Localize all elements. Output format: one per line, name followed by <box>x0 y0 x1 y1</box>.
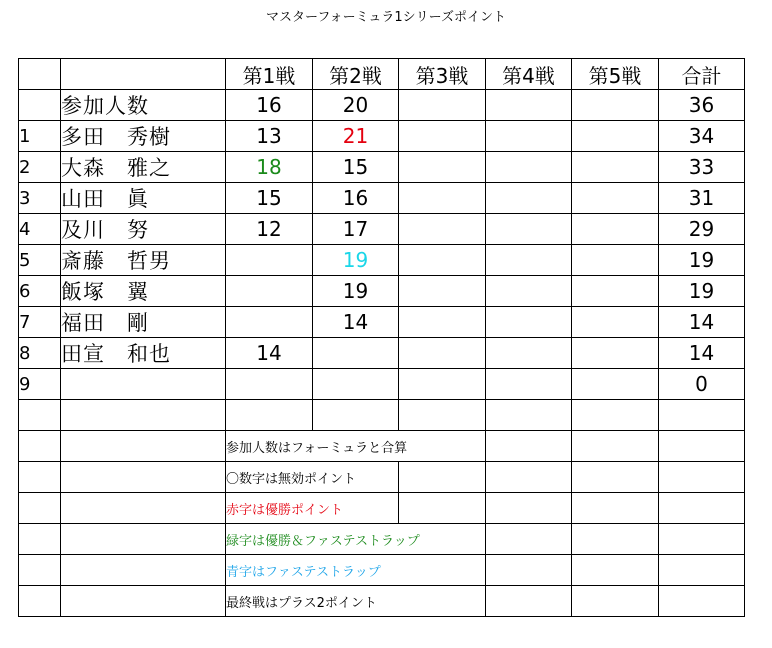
round-3-points <box>399 276 486 307</box>
header-round-5: 第5戦 <box>572 59 659 90</box>
blank-row <box>19 400 745 431</box>
table-row <box>19 152 745 183</box>
round-1-points <box>226 276 313 307</box>
blank-cell <box>61 493 226 524</box>
legend-note-fastest: 青字はファステストラップ <box>226 555 486 586</box>
driver-name: 大森 雅之 <box>61 152 226 183</box>
participants-round-4 <box>486 90 572 121</box>
blank-cell <box>19 493 61 524</box>
table-row <box>19 245 745 276</box>
blank-cell <box>61 462 226 493</box>
legend-note-win: 赤字は優勝ポイント <box>226 493 399 524</box>
round-5-points <box>572 307 659 338</box>
round-2-points: 14 <box>313 307 399 338</box>
round-2-points: 19 <box>313 245 399 276</box>
participants-round-2: 20 <box>313 90 399 121</box>
table-row <box>19 121 745 152</box>
driver-rank: 3 <box>19 183 61 214</box>
blank-cell <box>572 493 659 524</box>
table-row <box>19 369 745 400</box>
round-2-points <box>313 369 399 400</box>
blank-cell <box>486 400 572 431</box>
round-5-points <box>572 338 659 369</box>
header-total: 合計 <box>659 59 745 90</box>
blank-cell <box>61 586 226 617</box>
table-row <box>19 276 745 307</box>
driver-rank: 8 <box>19 338 61 369</box>
round-3-points <box>399 121 486 152</box>
table-row <box>19 214 745 245</box>
blank-cell <box>61 524 226 555</box>
driver-name: 飯塚 翼 <box>61 276 226 307</box>
blank-cell <box>659 462 745 493</box>
participants-no-cell <box>19 90 61 121</box>
round-3-points <box>399 369 486 400</box>
driver-rank: 2 <box>19 152 61 183</box>
participants-round-3 <box>399 90 486 121</box>
blank-cell <box>486 586 572 617</box>
blank-cell <box>486 524 572 555</box>
legend-note-win-fastest: 緑字は優勝＆ファステストラップ <box>226 524 486 555</box>
blank-cell <box>19 555 61 586</box>
blank-cell <box>486 493 572 524</box>
blank-cell <box>19 462 61 493</box>
round-2-points: 21 <box>313 121 399 152</box>
blank-cell <box>572 462 659 493</box>
header-row <box>19 59 745 90</box>
driver-name: 多田 秀樹 <box>61 121 226 152</box>
round-4-points <box>486 121 572 152</box>
driver-rank: 5 <box>19 245 61 276</box>
driver-rank: 4 <box>19 214 61 245</box>
header-round-4: 第4戦 <box>486 59 572 90</box>
round-4-points <box>486 245 572 276</box>
blank-cell <box>659 555 745 586</box>
driver-name: 及川 努 <box>61 214 226 245</box>
note-row <box>19 462 745 493</box>
round-3-points <box>399 245 486 276</box>
total-points: 14 <box>659 307 745 338</box>
blank-cell <box>572 524 659 555</box>
note-row <box>19 431 745 462</box>
driver-name <box>61 369 226 400</box>
blank-cell <box>572 431 659 462</box>
table-row <box>19 338 745 369</box>
blank-cell <box>486 431 572 462</box>
round-1-points <box>226 307 313 338</box>
blank-cell <box>659 524 745 555</box>
round-2-points: 17 <box>313 214 399 245</box>
driver-rank: 6 <box>19 276 61 307</box>
blank-cell <box>399 400 486 431</box>
total-points: 14 <box>659 338 745 369</box>
total-points: 29 <box>659 214 745 245</box>
note-row <box>19 586 745 617</box>
driver-name: 斎藤 哲男 <box>61 245 226 276</box>
driver-rank: 7 <box>19 307 61 338</box>
blank-cell <box>61 431 226 462</box>
driver-rank: 9 <box>19 369 61 400</box>
total-points: 19 <box>659 245 745 276</box>
round-1-points: 18 <box>226 152 313 183</box>
total-points: 19 <box>659 276 745 307</box>
round-3-points <box>399 183 486 214</box>
round-3-points <box>399 338 486 369</box>
blank-cell <box>19 586 61 617</box>
note-row <box>19 524 745 555</box>
participants-round-5 <box>572 90 659 121</box>
total-points: 33 <box>659 152 745 183</box>
round-2-points: 19 <box>313 276 399 307</box>
participants-row <box>19 90 745 121</box>
round-1-points: 15 <box>226 183 313 214</box>
round-3-points <box>399 307 486 338</box>
blank-cell <box>19 524 61 555</box>
round-5-points <box>572 152 659 183</box>
participants-total: 36 <box>659 90 745 121</box>
blank-cell <box>486 462 572 493</box>
blank-cell <box>399 493 486 524</box>
table-row <box>19 183 745 214</box>
blank-cell <box>399 462 486 493</box>
legend-note-final-bonus: 最終戦はプラス2ポイント <box>226 586 486 617</box>
driver-name: 山田 眞 <box>61 183 226 214</box>
round-1-points: 14 <box>226 338 313 369</box>
header-round-2: 第2戦 <box>313 59 399 90</box>
round-1-points <box>226 245 313 276</box>
blank-cell <box>19 431 61 462</box>
round-4-points <box>486 338 572 369</box>
blank-cell <box>61 555 226 586</box>
legend-note-participants: 参加人数はフォーミュラと合算 <box>226 431 486 462</box>
blank-cell <box>572 400 659 431</box>
blank-cell <box>659 493 745 524</box>
blank-cell <box>313 400 399 431</box>
note-row <box>19 555 745 586</box>
points-table <box>18 58 745 617</box>
header-round-3: 第3戦 <box>399 59 486 90</box>
blank-cell <box>572 586 659 617</box>
total-points: 0 <box>659 369 745 400</box>
round-5-points <box>572 121 659 152</box>
round-5-points <box>572 183 659 214</box>
round-2-points <box>313 338 399 369</box>
driver-name: 福田 剛 <box>61 307 226 338</box>
driver-name: 田宣 和也 <box>61 338 226 369</box>
blank-cell <box>19 400 61 431</box>
round-3-points <box>399 214 486 245</box>
round-4-points <box>486 152 572 183</box>
page-title: マスターフォーミュラ1シリーズポイント <box>265 10 507 25</box>
round-1-points: 13 <box>226 121 313 152</box>
round-4-points <box>486 307 572 338</box>
round-1-points: 12 <box>226 214 313 245</box>
blank-cell <box>659 586 745 617</box>
blank-cell <box>61 400 226 431</box>
blank-cell <box>659 431 745 462</box>
round-5-points <box>572 369 659 400</box>
blank-cell <box>486 555 572 586</box>
blank-cell <box>572 555 659 586</box>
round-4-points <box>486 183 572 214</box>
round-4-points <box>486 276 572 307</box>
header-no-cell <box>19 59 61 90</box>
round-5-points <box>572 214 659 245</box>
header-round-1: 第1戦 <box>226 59 313 90</box>
header-name-cell <box>61 59 226 90</box>
round-3-points <box>399 152 486 183</box>
legend-note-invalid: 〇数字は無効ポイント <box>226 462 399 493</box>
blank-cell <box>659 400 745 431</box>
round-4-points <box>486 369 572 400</box>
round-4-points <box>486 214 572 245</box>
round-1-points <box>226 369 313 400</box>
participants-label: 参加人数 <box>61 90 226 121</box>
blank-cell <box>226 400 313 431</box>
total-points: 34 <box>659 121 745 152</box>
total-points: 31 <box>659 183 745 214</box>
table-row <box>19 307 745 338</box>
driver-rank: 1 <box>19 121 61 152</box>
note-row <box>19 493 745 524</box>
round-2-points: 15 <box>313 152 399 183</box>
round-5-points <box>572 245 659 276</box>
round-2-points: 16 <box>313 183 399 214</box>
participants-round-1: 16 <box>226 90 313 121</box>
round-5-points <box>572 276 659 307</box>
